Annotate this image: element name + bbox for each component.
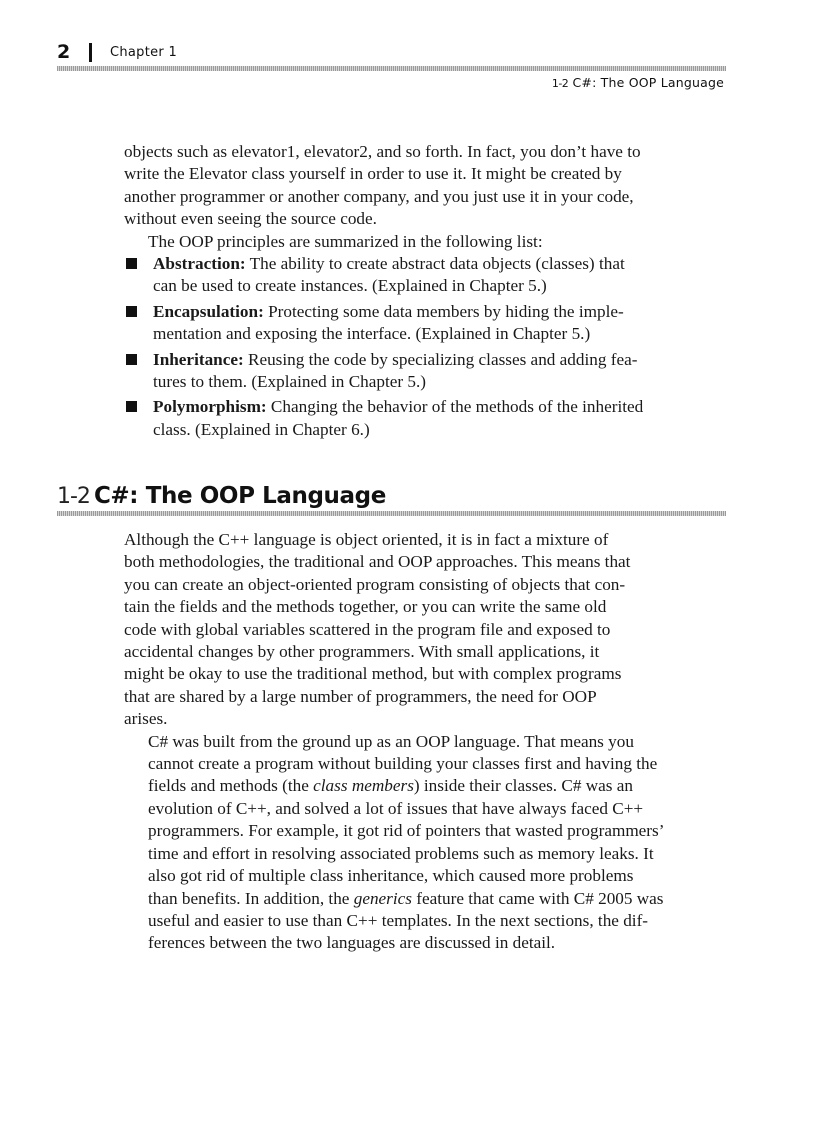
running-head <box>552 75 724 92</box>
text-run: than benefits. In addition, the <box>148 888 354 908</box>
list-item <box>124 396 726 441</box>
definition-text: Protecting some data members by hiding the imple- <box>268 301 624 321</box>
square-bullet-icon <box>126 401 137 412</box>
section-title: C#: The OOP Language <box>93 483 386 509</box>
text-line: time and effort in resolving associated problems such as memory leaks. It <box>148 843 654 863</box>
page-header <box>57 40 726 100</box>
section-rule <box>57 511 726 516</box>
principles-list <box>124 253 726 441</box>
definition-text: The ability to create abstract data objects (classes) that <box>249 254 625 274</box>
text-line: C# was built from the ground up as an OOP language. That means you <box>148 731 634 751</box>
paragraph-cpp-mixture <box>124 529 726 731</box>
text-line: ferences between the two languages are discussed in detail. <box>148 933 556 953</box>
term-abstraction: Abstraction: <box>153 254 246 274</box>
list-lead-text: The OOP principles are summarized in the following list: <box>148 231 543 251</box>
definition-text: tures to them. (Explained in Chapter 5.) <box>153 372 427 392</box>
text-line <box>124 888 726 910</box>
text-line: write the Elevator class yourself in order to use it. It might be created by <box>124 164 622 184</box>
list-lead <box>124 231 726 253</box>
square-bullet-icon <box>126 258 137 269</box>
square-bullet-icon <box>126 354 137 365</box>
definition-text: can be used to create instances. (Explained in Chapter 5.) <box>153 276 547 296</box>
text-line: tain the fields and the methods together, or you can write the same old <box>124 597 607 617</box>
text-line: that are shared by a large number of programmers, the need for OOP <box>124 686 597 706</box>
term-encapsulation: Encapsulation: <box>153 301 264 321</box>
text-line: accidental changes by other programmers. With small applications, it <box>124 642 600 662</box>
running-head-number: 1-2 <box>551 77 569 90</box>
square-bullet-icon <box>126 306 137 317</box>
text-line: arises. <box>124 709 168 729</box>
section-body <box>124 529 726 955</box>
text-line: Although the C++ language is object oriented, it is in fact a mixture of <box>124 530 609 549</box>
text-line: evolution of C++, and solved a lot of issues that have always faced C++ <box>148 798 644 818</box>
text-line: both methodologies, the traditional and OOP approaches. This means that <box>124 552 631 572</box>
header-rule <box>57 66 726 71</box>
text-line: might be okay to use the traditional method, but with complex programs <box>124 664 622 684</box>
paragraph-csharp-oop <box>124 731 726 955</box>
text-line: useful and easier to use than C++ templates. In the next sections, the dif- <box>148 910 649 930</box>
definition-text: Changing the behavior of the methods of the inherited <box>270 397 644 417</box>
definition-text: class. (Explained in Chapter 6.) <box>153 419 370 439</box>
text-line: code with global variables scattered in the program file and exposed to <box>124 619 611 639</box>
text-line: also got rid of multiple class inheritance, which caused more problems <box>148 866 634 886</box>
text-run: ) inside their classes. C# was an <box>413 776 633 796</box>
text-line: cannot create a program without building your classes first and having the <box>148 754 658 774</box>
term-polymorphism: Polymorphism: <box>153 397 267 417</box>
term-inheritance: Inheritance: <box>153 349 244 369</box>
emphasis-class-members: class members <box>313 776 414 796</box>
text-line <box>124 775 726 797</box>
intro-block <box>124 141 726 444</box>
page-number: 2 <box>57 41 71 63</box>
section-number: 1-2 <box>57 484 90 509</box>
definition-text: Reusing the code by specializing classes and adding fea- <box>248 349 638 369</box>
text-line: without even seeing the source code. <box>124 209 377 229</box>
text-run: feature that came with C# 2005 was <box>411 888 664 908</box>
text-line: another programmer or another company, and you just use it in your code, <box>124 186 634 206</box>
list-item <box>124 349 726 394</box>
list-item <box>124 301 726 346</box>
text-line: objects such as elevator1, elevator2, and so forth. In fact, you don’t have to <box>124 142 641 161</box>
text-run: fields and methods (the <box>148 776 314 796</box>
intro-paragraph <box>124 141 726 231</box>
chapter-label: Chapter 1 <box>110 45 178 60</box>
emphasis-generics: generics <box>353 888 412 908</box>
text-line: you can create an object-oriented program consisting of objects that con- <box>124 574 626 594</box>
header-divider <box>89 43 92 62</box>
list-item <box>124 253 726 298</box>
text-line: programmers. For example, it got rid of pointers that wasted programmers’ <box>148 821 665 841</box>
running-head-title: C#: The OOP Language <box>572 75 724 90</box>
definition-text: mentation and exposing the interface. (Explained in Chapter 5.) <box>153 324 591 344</box>
